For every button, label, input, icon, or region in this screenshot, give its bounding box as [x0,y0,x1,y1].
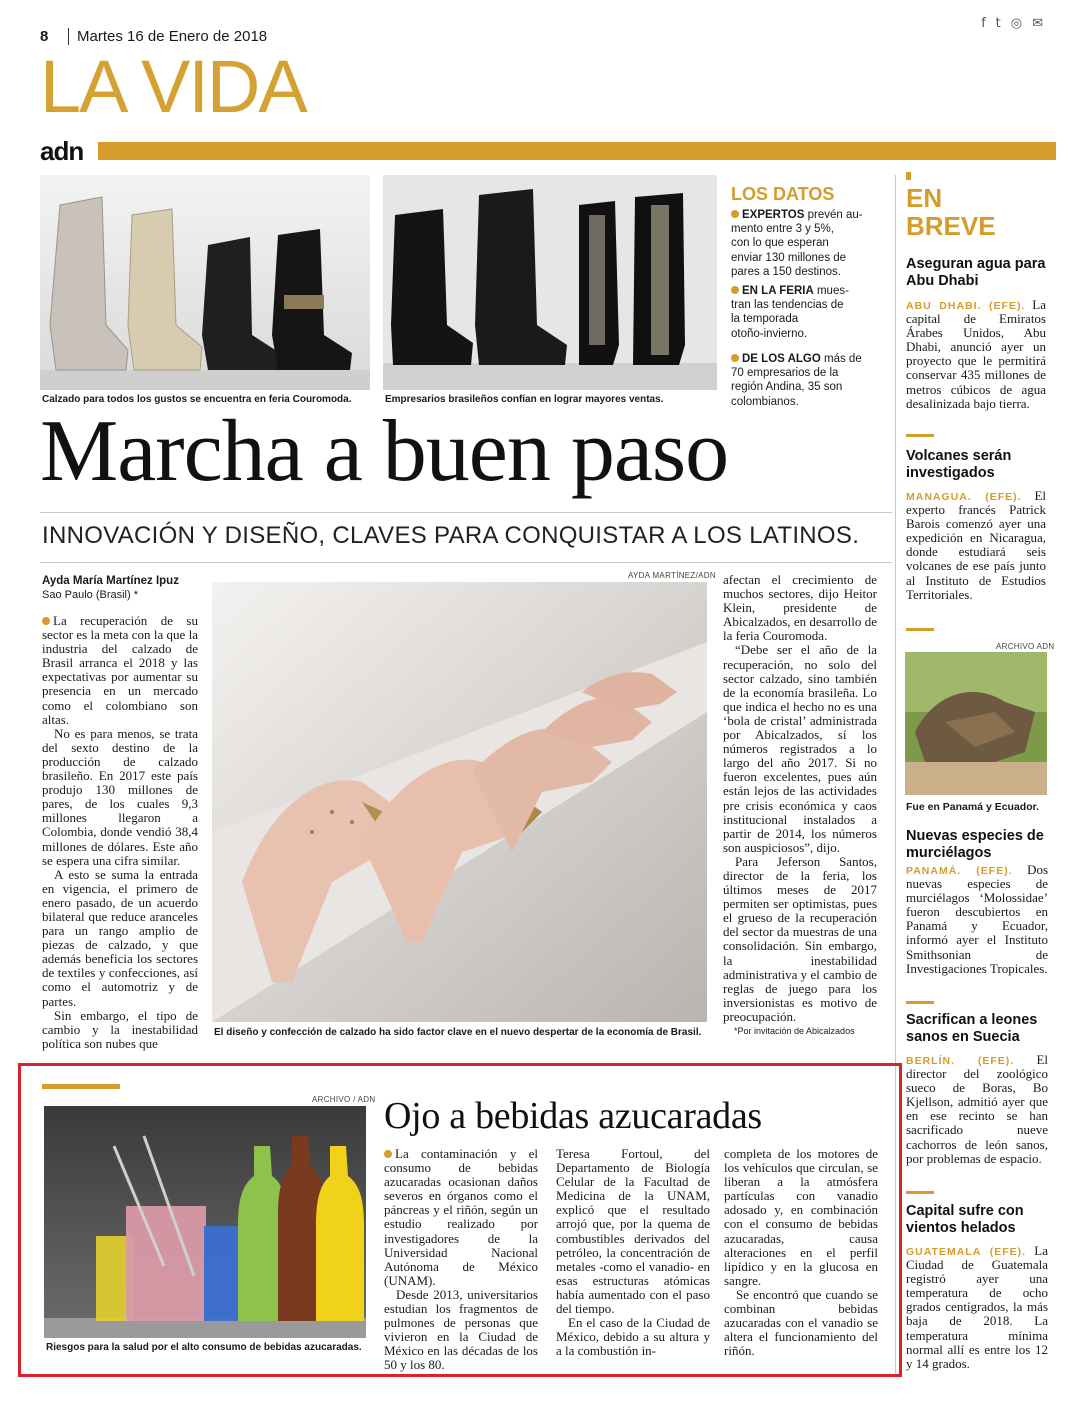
brief-headline: Capital sufre con vientos helados [906,1203,1024,1236]
enbreve-title: EN BREVE [906,183,996,241]
heels-photo [212,582,707,1022]
brief-separator [906,628,934,631]
photo-credit: AYDA MARTÍNEZ/ADN [628,571,716,580]
divider [40,512,892,513]
brief-text: PANAMÁ. (EFE). Dos nuevas especies de murciélagos ‘Molossidae’ fueron descubiertos en Panamá y Ecuador, informó ayer el Instituto Smithsonian de Investigaciones Tropicales. [906,862,1049,976]
page-date: Martes 16 de Enero de 2018 [68,28,267,45]
brief-separator [906,1001,934,1004]
facebook-icon: f [981,16,996,31]
brand-logo: adn [40,136,84,166]
photo-credit: ARCHIVO ADN [996,642,1055,651]
instagram-icon: ◎ [1010,16,1033,31]
box-column-2: Teresa Fortoul, del Departamento de Biología Celular de la Facultad de Medicina de la UNAM, explicó que el resultado arrojó que, por la quema de combustibles derivados del petróleo, la concentración de metales -como el vanadio- en esas estructuras atómicas había aumentado con el paso del tiempo. En el caso de la Ciudad de México, debido a su altura y a la combustión in- [556,1146,710,1359]
section-band [98,142,1056,160]
boots-photo [40,175,370,390]
brief-separator [906,1191,934,1194]
bullet-icon [731,286,739,294]
author-location: Sao Paulo (Brasil) * [42,589,138,601]
brief-text: BERLÍN. (EFE). El director del zoológico sueco de Boras, Bo Kjellson, admitió ayer que en ese recinto se han sacrificado nueve cachorros de león sanos, por problemas de espacio. [906,1052,1048,1166]
photo1-caption: Calzado para todos los gustos se encuentra en feria Couromoda. [42,394,352,405]
bullet-icon [731,210,739,218]
article-headline: Marcha a buen paso [40,403,729,500]
box-column-1: La contaminación y el consumo de bebidas azucaradas ocasionan daños severos en órganos como el páncreas y el riñón, según un estudio realizado por investigadores de la Universidad Nacional Autónoma de México (UNAM). Desde 2013, universitarios estudian los fragmentos de pulmones de personas que vivieron en la Ciudad de México en las décadas de los 50 y los 80. [384,1146,538,1373]
article-column-1: La recuperación de su sector es la meta con la que la industria del calzado de Brasil arranca el 2018 y las expectativas por aumentar su presencia en un mercado como el colombiano son altas. No es para menos, se trata del sexto destino de la producción de calzado brasileño. En 2017 este país produjo 130 millones de pares, de los cuales 9,3 millones llegaron a Colombia, donde vendió 38,4 millones de dólares. Este año se espera una cifra similar. A esto se suma la entrada en vigencia, el primero de enero pasado, de un acuerdo bilateral que reduce aranceles para un rango amplio de piezas de calzado, y que además beneficia los sectores de textiles y confecciones, así como el automotriz y de partes. Sin embargo, el tipo de cambio y la inestabilidad política son nubes que [42,613,198,1051]
main-photo-caption: El diseño y confección de calzado ha sido factor clave en el nuevo despertar de la economía de Brasil. [214,1027,702,1038]
photo2-caption: Empresarios brasileños confían en lograr mayores ventas. [385,394,664,405]
drinks-photo-caption: Riesgos para la salud por el alto consumo de bebidas azucaradas. [46,1342,362,1353]
brief-separator [906,434,934,437]
social-icons [981,16,1053,31]
bullet-icon [384,1150,392,1158]
bat-photo-caption: Fue en Panamá y Ecuador. [906,801,1040,813]
brief-text: GUATEMALA (EFE). La Ciudad de Guatemala registró ayer una temperatura de ocho grados centígrados, la más baja de 2018. La temperatura mínima normal allí es entre los 12 y 14 grados. [906,1243,1048,1371]
datos-item-expertos: EXPERTOS prevén au- mento entre 3 y 5%, con lo que esperan enviar 130 millones de pares a 150 destinos. [731,209,863,278]
bat-photo [905,652,1047,795]
datos-item-algo: DE LOS ALGO más de 70 empresarios de la región Andina, 35 son colombianos. [731,353,862,408]
twitter-icon: t [995,16,1011,31]
divider [40,562,892,563]
brief-text: MANAGUA. (EFE). El experto francés Patrick Barois comenzó ayer una expedición en Nicaragua, donde estudiará seis volcanes de ese país junto al Instituto de Estudios Territoriales. [906,488,1046,602]
datos-item-feria: EN LA FERIA mues- tran las tendencias de la temporada otoño-invierno. [731,285,849,340]
section-title: LA VIDA [40,45,306,128]
page-number: 8 [40,28,49,45]
brief-headline: Volcanes serán investigados [906,448,1012,481]
sidebar-marker [906,172,911,180]
mail-icon: ✉ [1032,16,1053,31]
box-column-3: completa de los motores de los vehículos que circulan, se liberan a la atmósfera partículas con vanadio adosado y, en combinación con el consumo de bebidas azucaradas, causa alteraciones en el perfil lipídico y en la glucosa en sangre. Se encontró que cuando se combinan bebidas azucaradas con el vanadio se altera el funcionamiento del riñón. [724,1146,878,1359]
brief-headline: Nuevas especies de murciélagos [906,828,1044,861]
brief-headline: Aseguran agua para Abu Dhabi [906,256,1046,289]
bullet-icon [42,617,50,625]
brief-text: ABU DHABI. (EFE). La capital de Emiratos Árabes Unidos, Abu Dhabi, anunció ayer un proyecto que le permitirá conservar 435 millones de metros cúbicos de agua desalinizada bajo tierra. [906,297,1046,411]
brief-headline: Sacrifican a leones sanos en Suecia [906,1012,1038,1045]
black-boots-photo [383,175,717,390]
bullet-icon [731,354,739,362]
box-accent-bar [42,1084,120,1089]
box-headline: Ojo a bebidas azucaradas [384,1095,762,1137]
photo-credit: ARCHIVO / ADN [312,1095,376,1104]
article-column-3: afectan el crecimiento de muchos sectores, dijo Heitor Klein, presidente de Abicalzados, en desarrollo de la feria Couromoda. “Debe ser el año de la recuperación, no solo del sector calzado, sino también de la economía brasileña. Lo que indica el hecho no es una ‘bola de cristal’ administrada por Abicalzados, sí los números registrados a lo largo del año 2017. Si no fueron excelentes, pues aún están lejos de las actividades pre crisis económica y caos institucional instalados a partir de 2014, los números son auspiciosos”, dijo. Para Jeferson Santos, director de la feria, los últimos meses de 2017 permiten ser optimistas, pues el grueso de la recuperación del sector da muestras de una consolidación. Sin embargo, la inestabilidad administrativa y el cambio de reglas de juego para los inversionistas es motivo de preocupación. [723,572,877,1024]
article-subhead: INNOVACIÓN Y DISEÑO, CLAVES PARA CONQUISTAR A LOS LATINOS. [42,522,860,549]
author-name: Ayda María Martínez Ipuz [42,575,179,587]
datos-title: LOS DATOS [731,184,835,204]
footnote: *Por invitación de Abicalzados [734,1026,855,1036]
drinks-photo [44,1106,366,1338]
